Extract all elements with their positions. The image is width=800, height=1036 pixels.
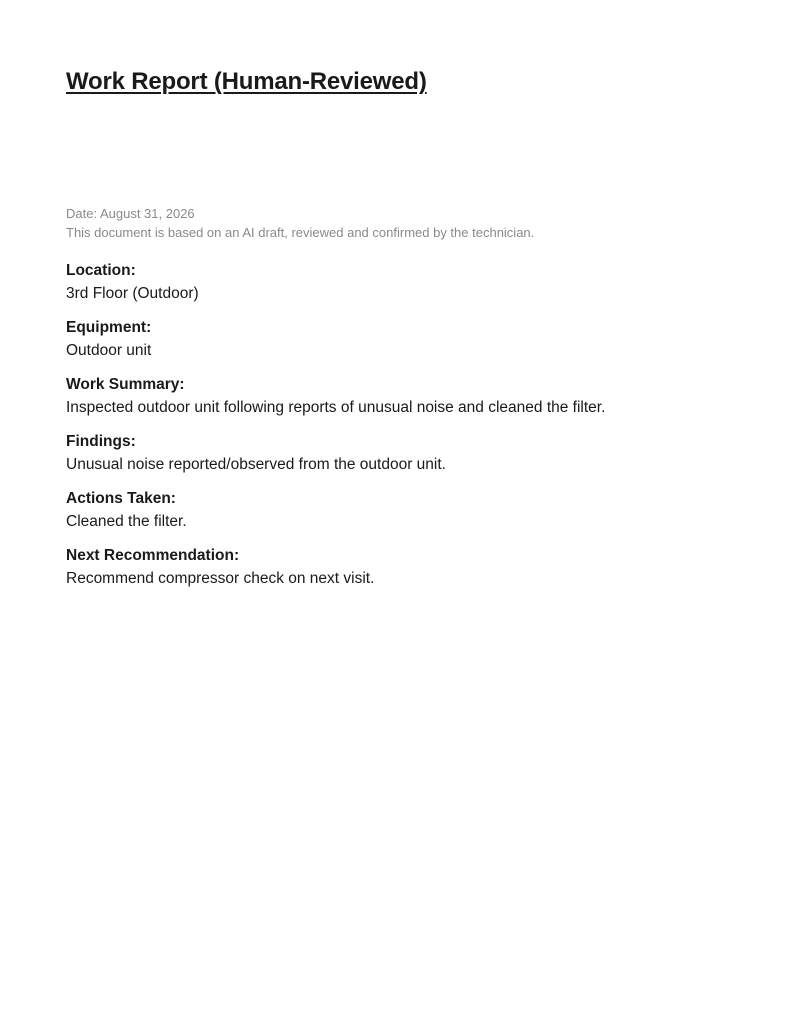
field-actions-taken: [66, 488, 746, 545]
field-label: Findings:: [66, 433, 136, 450]
field-work-summary: [66, 374, 746, 431]
field-label: Work Summary:: [66, 376, 185, 393]
field-value: Unusual noise reported/observed from the outdoor unit.: [66, 456, 446, 473]
field-value: Inspected outdoor unit following reports of unusual noise and cleaned the filter.: [66, 399, 606, 416]
field-value: Outdoor unit: [66, 342, 152, 359]
field-equipment: [66, 317, 746, 374]
report-title: Work Report (Human-Reviewed): [66, 68, 427, 95]
field-location: [66, 260, 746, 317]
field-next-recommendation: [66, 545, 746, 602]
field-value: Cleaned the filter.: [66, 513, 187, 530]
field-value: 3rd Floor (Outdoor): [66, 285, 199, 302]
field-label: Actions Taken:: [66, 490, 176, 507]
report-meta: [66, 204, 534, 242]
review-note: This document is based on an AI draft, reviewed and confirmed by the technician.: [66, 225, 535, 240]
report-date: Date: August 31, 2026: [66, 206, 195, 221]
field-label: Location:: [66, 262, 136, 279]
report-fields: [66, 260, 746, 602]
field-label: Equipment:: [66, 319, 152, 336]
field-label: Next Recommendation:: [66, 547, 240, 564]
field-value: Recommend compressor check on next visit.: [66, 570, 375, 587]
field-findings: [66, 431, 746, 488]
